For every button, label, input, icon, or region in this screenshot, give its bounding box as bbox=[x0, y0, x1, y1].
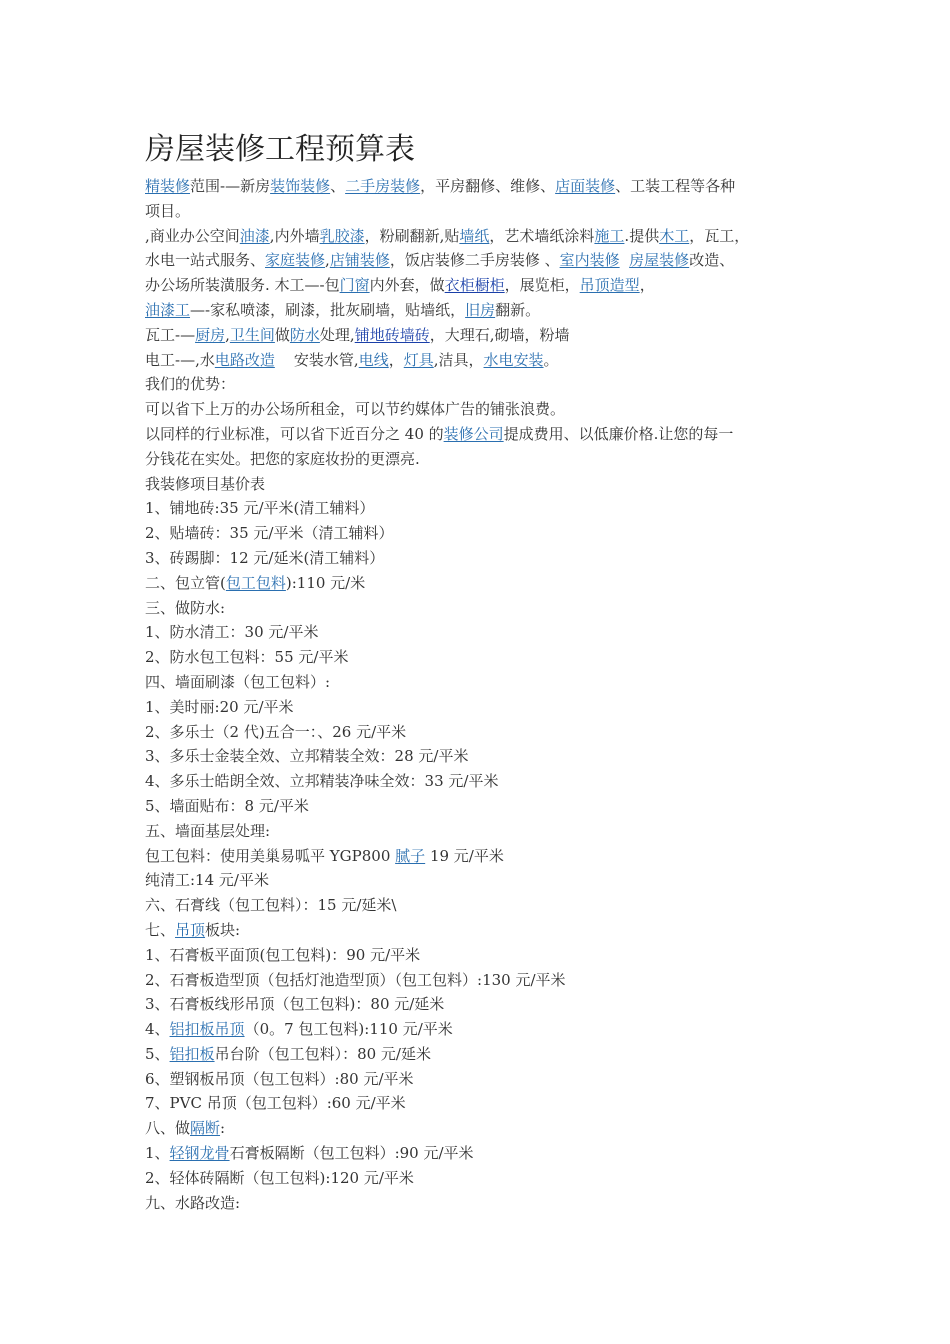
text-line bbox=[145, 819, 815, 844]
text-line bbox=[145, 1091, 815, 1116]
text-run: —-家私喷漆，刷漆，批灰刷墙，贴墙纸， bbox=[190, 300, 466, 319]
text-run: 分钱花在实处。把您的家庭妆扮的更漂亮. bbox=[145, 449, 420, 468]
text-run: 1、铺地砖:35 元/平米(清工辅料） bbox=[145, 499, 375, 518]
text-line bbox=[145, 918, 815, 943]
text-run: 纯清工:14 元/平米 bbox=[145, 871, 269, 890]
text-run: ,洁具， bbox=[433, 350, 484, 369]
inline-link[interactable]: 房屋装修 bbox=[629, 251, 690, 270]
inline-link[interactable]: 装饰装修 bbox=[270, 177, 331, 195]
text-line bbox=[145, 323, 815, 348]
text-line bbox=[145, 472, 815, 497]
text-line bbox=[145, 893, 815, 918]
text-run: 可以省下上万的办公场所租金，可以节约媒体广告的铺张浪费。 bbox=[145, 400, 566, 419]
text-run: 6、塑钢板吊顶（包工包料）:80 元/平米 bbox=[145, 1069, 414, 1088]
inline-link[interactable]: 施工 bbox=[594, 226, 625, 245]
text-run: 1、 bbox=[145, 1144, 170, 1163]
text-run: ，艺术墙纸涂料 bbox=[489, 226, 595, 245]
inline-link[interactable]: 家庭装修 bbox=[265, 251, 326, 270]
text-run: , bbox=[325, 251, 330, 270]
text-line bbox=[145, 620, 815, 645]
inline-link[interactable]: 铺地砖墙砖 bbox=[354, 325, 430, 344]
text-run: 1、石膏板平面顶(包工包料)：90 元/平米 bbox=[145, 945, 421, 964]
inline-link[interactable]: 铝扣板 bbox=[169, 1044, 215, 1063]
text-run: 以同样的行业标准，可以省下近百分之 40 的 bbox=[145, 424, 444, 443]
text-run: 2、贴墙砖：35 元/平米（清工辅料） bbox=[145, 524, 394, 543]
text-line bbox=[145, 571, 815, 596]
inline-link[interactable]: 旧房 bbox=[465, 300, 496, 319]
text-run: 二、包立管( bbox=[145, 573, 226, 592]
text-run: 八、做 bbox=[145, 1119, 191, 1138]
text-run: 安装水管, bbox=[274, 350, 359, 369]
text-line bbox=[145, 769, 815, 794]
text-run: 我装修项目基价表 bbox=[145, 474, 266, 493]
inline-link[interactable]: 门窗 bbox=[339, 276, 370, 295]
text-line bbox=[145, 868, 815, 893]
text-line bbox=[145, 521, 815, 546]
inline-link[interactable]: 厨房 bbox=[195, 325, 226, 344]
text-line bbox=[145, 844, 815, 869]
text-run: 7、PVC 吊顶（包工包料）:60 元/平米 bbox=[145, 1094, 406, 1113]
text-run: 办公场所装潢服务. 木工—-包 bbox=[145, 276, 340, 295]
text-run: 处理, bbox=[319, 325, 355, 344]
text-line bbox=[145, 992, 815, 1017]
text-line bbox=[145, 372, 815, 397]
text-line bbox=[145, 695, 815, 720]
text-run: 翻新。 bbox=[495, 300, 541, 319]
text-line bbox=[145, 794, 815, 819]
inline-link[interactable]: 电路改造 bbox=[214, 350, 275, 369]
text-run: 三、做防水: bbox=[145, 598, 226, 617]
inline-link[interactable]: 吊顶 bbox=[175, 920, 206, 939]
text-line bbox=[145, 447, 815, 472]
text-run: ，瓦工， bbox=[689, 226, 750, 245]
inline-link[interactable]: 水电安装 bbox=[483, 350, 544, 369]
text-run: 四、墙面刷漆（包工包料）: bbox=[145, 672, 331, 691]
text-run: 六、石膏线（包工包料）：15 元/延米\ bbox=[145, 896, 397, 915]
text-line bbox=[145, 273, 815, 298]
text-run: 。 bbox=[543, 350, 559, 369]
text-line bbox=[145, 1042, 815, 1067]
text-run: 3、多乐士金装全效、立邦精装全效：28 元/平米 bbox=[145, 747, 469, 766]
text-run: （0。7 包工包料):110 元/平米 bbox=[244, 1020, 453, 1039]
page-title: 房屋装修工程预算表 bbox=[145, 132, 415, 167]
inline-link[interactable]: 装修公司 bbox=[443, 424, 504, 443]
text-run: 范围-—新房 bbox=[190, 177, 271, 195]
inline-link[interactable]: 油漆工 bbox=[145, 300, 191, 319]
inline-link[interactable]: 腻子 bbox=[395, 846, 426, 865]
inline-link[interactable]: 室内装修 bbox=[559, 251, 620, 270]
text-line bbox=[145, 943, 815, 968]
text-run: 3、砖踢脚：12 元/延米(清工辅料） bbox=[145, 548, 385, 567]
text-run: 板块: bbox=[205, 920, 241, 939]
text-line bbox=[145, 1191, 815, 1216]
text-line bbox=[145, 224, 815, 249]
text-run: 4、多乐士皓朗全效、立邦精装净味全效：33 元/平米 bbox=[145, 772, 499, 791]
text-run: ， bbox=[388, 350, 404, 369]
text-run: ，饭店装修二手房装修 、 bbox=[389, 251, 560, 270]
inline-link[interactable]: 二手房装修 bbox=[345, 177, 421, 195]
text-run: 包工包料：使用美巢易呱平 YGP800 bbox=[145, 846, 396, 865]
text-run: 1、防水清工：30 元/平米 bbox=[145, 623, 319, 642]
text-run: ):110 元/米 bbox=[285, 573, 366, 592]
text-run: 1、美时丽:20 元/平米 bbox=[145, 697, 294, 716]
text-run: .提供 bbox=[624, 226, 660, 245]
text-line bbox=[145, 670, 815, 695]
text-run: ， bbox=[639, 276, 655, 295]
text-run: 19 元/平米 bbox=[425, 846, 504, 865]
text-line bbox=[145, 397, 815, 422]
inline-link[interactable]: 木工 bbox=[659, 226, 690, 245]
text-run: 改造、 bbox=[689, 251, 735, 270]
text-run: 项目。 bbox=[145, 201, 191, 220]
inline-link[interactable]: 油漆 bbox=[239, 226, 270, 245]
text-line bbox=[145, 174, 815, 199]
text-line bbox=[145, 199, 815, 224]
text-line bbox=[145, 596, 815, 621]
text-run: : bbox=[220, 1119, 226, 1138]
text-line bbox=[145, 744, 815, 769]
text-run: 2、防水包工包料：55 元/平米 bbox=[145, 648, 349, 667]
inline-link[interactable]: 墙纸 bbox=[459, 226, 490, 245]
text-line bbox=[145, 968, 815, 993]
text-run: 瓦工-— bbox=[145, 325, 196, 344]
text-run: 五、墙面基层处理: bbox=[145, 821, 271, 840]
text-run: 提成费用、以低廉价格.让您的每一 bbox=[503, 424, 734, 443]
text-run: 5、墙面贴布：8 元/平米 bbox=[145, 796, 309, 815]
text-run: 2、多乐士（2 代)五合一：、26 元/平米 bbox=[145, 722, 407, 741]
text-run: ,商业办公空间 bbox=[145, 226, 240, 245]
text-run: ，粉刷翻新,贴 bbox=[364, 226, 460, 245]
text-run bbox=[620, 251, 630, 269]
text-run: 内外套，做 bbox=[369, 276, 445, 295]
text-line bbox=[145, 496, 815, 521]
document-page bbox=[145, 128, 815, 1215]
text-run: 水电一站式服务、 bbox=[145, 251, 266, 270]
text-run: ，展览柜， bbox=[504, 276, 580, 295]
text-line bbox=[145, 348, 815, 373]
inline-link[interactable]: 防水 bbox=[289, 325, 320, 344]
text-line bbox=[145, 1141, 815, 1166]
text-line bbox=[145, 546, 815, 571]
inline-link[interactable]: 电线 bbox=[358, 350, 389, 369]
inline-link[interactable]: 灯具 bbox=[403, 350, 434, 369]
inline-link[interactable]: 吊顶造型 bbox=[579, 276, 640, 295]
inline-link[interactable]: 店铺装修 bbox=[329, 251, 390, 270]
inline-link[interactable]: 精装修 bbox=[145, 177, 191, 195]
inline-link[interactable]: 包工包料 bbox=[225, 573, 286, 592]
text-run: 石膏板隔断（包工包料）:90 元/平米 bbox=[229, 1144, 474, 1163]
text-line bbox=[145, 422, 815, 447]
text-run: 电工-—,水 bbox=[145, 350, 215, 369]
text-run: 七、 bbox=[145, 920, 176, 939]
text-run: 我们的优势： bbox=[145, 375, 236, 394]
text-line bbox=[145, 720, 815, 745]
text-run: 做 bbox=[274, 325, 290, 344]
text-run: 九、水路改造: bbox=[145, 1193, 241, 1212]
text-line bbox=[145, 645, 815, 670]
text-run: 2、石膏板造型顶（包括灯池造型顶）（包工包料）:130 元/平米 bbox=[145, 970, 566, 989]
text-line bbox=[145, 1166, 815, 1191]
text-run: ,内外墙 bbox=[269, 226, 320, 245]
text-line bbox=[145, 1017, 815, 1042]
inline-link[interactable]: 轻钢龙骨 bbox=[169, 1144, 230, 1163]
text-run: ，大理石,砌墙，粉墙 bbox=[429, 325, 570, 344]
text-run: 、 bbox=[330, 177, 346, 195]
text-run: ，平房翻修、维修、 bbox=[420, 177, 556, 195]
inline-link[interactable]: 隔断 bbox=[190, 1119, 221, 1138]
text-run: , bbox=[225, 325, 230, 344]
text-run: 2、轻体砖隔断（包工包料):120 元/平米 bbox=[145, 1168, 414, 1187]
inline-link[interactable]: 店面装修 bbox=[555, 177, 616, 195]
text-line bbox=[145, 1067, 815, 1092]
text-line bbox=[145, 298, 815, 323]
document-body bbox=[145, 174, 815, 1215]
inline-link[interactable]: 铝扣板吊顶 bbox=[169, 1020, 245, 1039]
text-run: 4、 bbox=[145, 1020, 170, 1039]
text-line bbox=[145, 1116, 815, 1141]
inline-link[interactable]: 乳胶漆 bbox=[319, 226, 365, 245]
text-line bbox=[145, 248, 815, 273]
text-run: 吊台阶（包工包料）：80 元/延米 bbox=[214, 1044, 431, 1063]
text-run: 5、 bbox=[145, 1044, 170, 1063]
text-run: 、工装工程等各种 bbox=[615, 177, 736, 195]
inline-link[interactable]: 衣柜橱柜 bbox=[444, 276, 505, 295]
inline-link[interactable]: 卫生间 bbox=[229, 325, 275, 344]
text-run: 3、石膏板线形吊顶（包工包料)：80 元/延米 bbox=[145, 995, 445, 1014]
